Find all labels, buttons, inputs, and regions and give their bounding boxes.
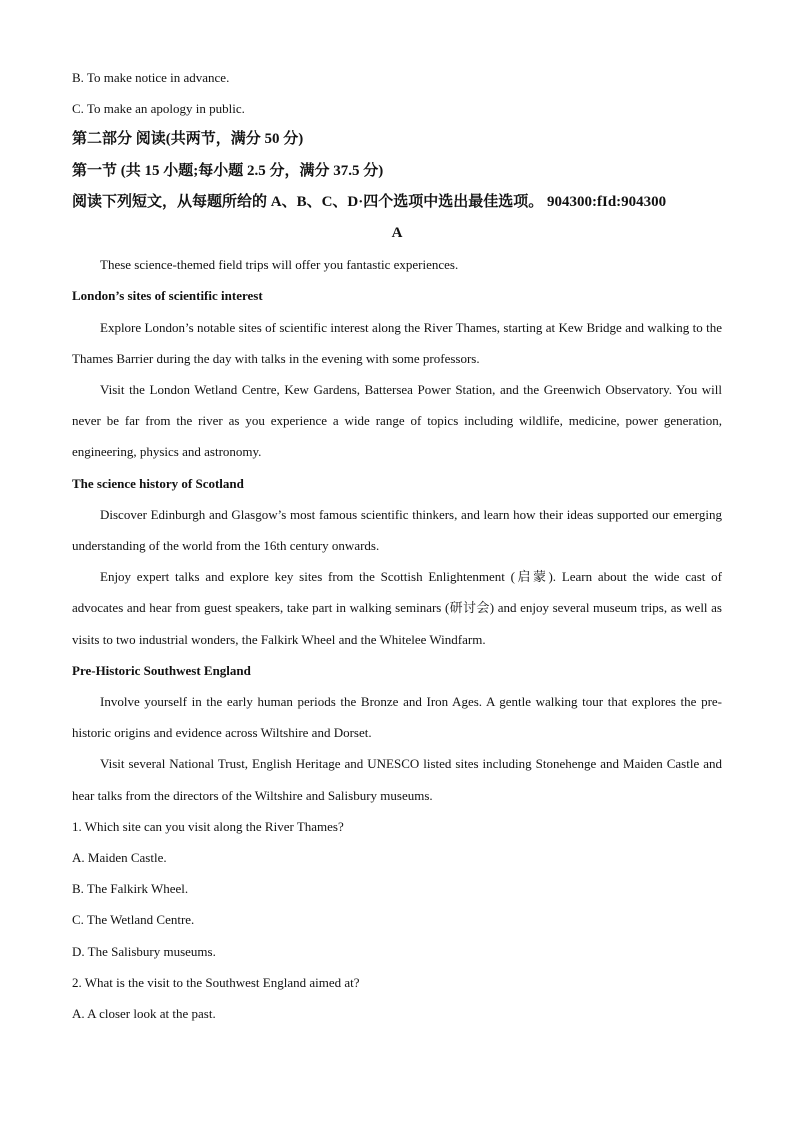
question-option: B. The Falkirk Wheel. — [72, 881, 189, 897]
question-option: D. The Salisbury museums. — [72, 943, 216, 959]
section-heading: 第一节 (共 15 小题;每小题 2.5 分，满分 37.5 分) — [72, 162, 384, 179]
section-title-southwest: Pre-Historic Southwest England — [72, 662, 251, 678]
question-stem: 2. What is the visit to the Southwest England aimed at? — [72, 974, 360, 990]
option-b: B. To make notice in advance. — [72, 70, 230, 85]
question-stem: 1. Which site can you visit along the River Thames? — [72, 818, 344, 834]
paragraph: Visit several National Trust, English Heritage and UNESCO listed sites including Stonehenge and Maiden Castle and hear talks from the directors of the Wiltshire and Salisbury museums. — [72, 756, 722, 803]
question-option: A. A closer look at the past. — [72, 1006, 216, 1022]
option-c: C. To make an apology in public. — [72, 101, 245, 117]
exam-page — [72, 62, 722, 1029]
paragraph: Explore London’s notable sites of scientific interest along the River Thames, starting at Kew Bridge and walking to the Thames Barrier during the day with talks in the evening with some professors. — [72, 319, 722, 366]
passage-label: A — [391, 225, 403, 242]
passage-intro: These science-themed field trips will offer you fantastic experiences. — [100, 257, 459, 273]
section-title-london: London’s sites of scientific interest — [72, 288, 263, 304]
paragraph: Enjoy expert talks and explore key sites from the Scottish Enlightenment (启蒙). Learn about the wide cast of advocates and hear from guest speakers, take part in walking seminars (研讨会) and enjoy several museum trips, as well as visits to two industrial wonders, the Falkirk Wheel and the Whitelee Windfarm. — [72, 569, 722, 647]
paragraph: Involve yourself in the early human periods the Bronze and Iron Ages. A gentle walking tour that explores the pre-historic origins and evidence across Wiltshire and Dorset. — [72, 694, 722, 741]
question-option: A. Maiden Castle. — [72, 850, 167, 866]
section-title-scotland: The science history of Scotland — [72, 475, 244, 491]
paragraph: Discover Edinburgh and Glasgow’s most famous scientific thinkers, and learn how their ideas supported our emerging understanding of the world from the 16th century onwards. — [72, 506, 722, 554]
part-heading: 第二部分 阅读(共两节，满分 50 分) — [72, 131, 304, 148]
paragraph: Visit the London Wetland Centre, Kew Gardens, Battersea Power Station, and the Greenwich Observatory. You will never be far from the river as you experience a wide range of topics including wildlife, medicine, power generation, engineering, physics and astronomy. — [72, 382, 722, 460]
instruction: 阅读下列短文，从每题所给的 A、B、C、D·四个选项中选出最佳选项。 904300:fId:904300 — [72, 193, 667, 210]
question-option: C. The Wetland Centre. — [72, 912, 195, 928]
